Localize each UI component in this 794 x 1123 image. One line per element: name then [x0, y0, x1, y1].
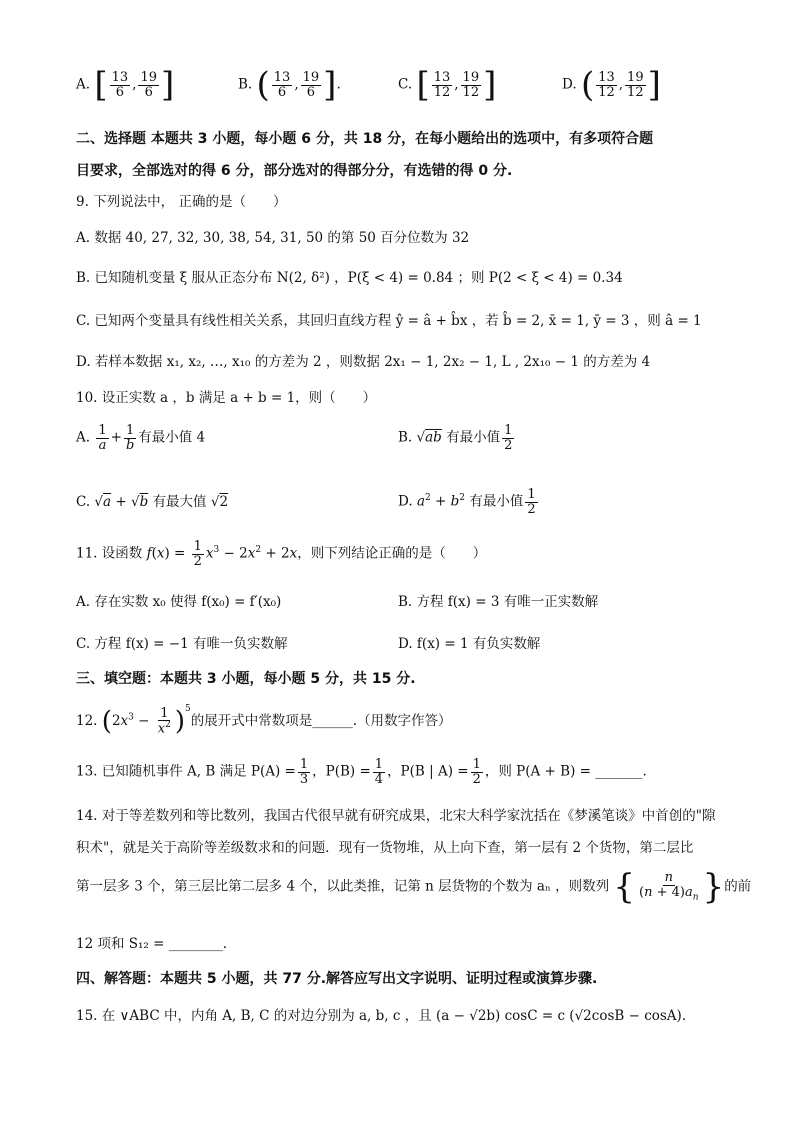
fraction: $\frac{13}{12}$	[433, 69, 451, 100]
option-label: A.	[76, 76, 91, 93]
fraction: $\frac{1}{2}$	[527, 487, 536, 517]
q11-option-a: A. 存在实数 x₀ 使得 f(x₀) = f′(x₀)	[76, 594, 282, 610]
q9-stem: 9. 下列说法中， 正确的是（ ）	[76, 194, 287, 210]
section-2-heading-line1: 二、选择题 本题共 3 小题，每小题 6 分，共 18 分，在每小题给出的选项中，有多项符合题	[76, 131, 654, 147]
option-label: A.	[76, 429, 91, 446]
text-part: 13. 已知随机事件 A, B 满足 P(A) =	[76, 763, 296, 780]
fraction: $\frac{19}{6}$	[302, 69, 320, 100]
q14-line2: 积术"，就是关于高阶等差级数求和的问题．现有一货物堆，从上向下查，第一层有 2 个货物，第二层比	[76, 840, 694, 856]
bracket: ]	[323, 65, 337, 105]
q8-option-a: A. [ $\frac{13}{6}$ , $\frac{19}{6}$ ]	[76, 65, 175, 105]
text-part: ，P(B) =	[312, 763, 371, 780]
option-text: 有最大值	[152, 494, 207, 510]
option-label: D.	[562, 76, 577, 93]
fraction: $\frac{19}{12}$	[627, 69, 644, 100]
option-label: B.	[398, 429, 413, 446]
q15: 15. 在 ∨ABC 中，内角 A, B, C 的对边分别为 a, b, c ，且 (a − √2b) cosC = c (√2cosB − cosA).	[76, 1008, 687, 1024]
q11-option-c: C. 方程 f(x) = −1 有唯一负实数解	[76, 636, 288, 652]
option-text: 有最小值	[469, 493, 524, 510]
q9-option-d: D. 若样本数据 x₁, x₂, …, x₁₀ 的方差为 2 ，则数据 2x₁ − 1, 2x₂ − 1, L , 2x₁₀ − 1 的方差为 4	[76, 354, 651, 370]
fraction: $\frac{13}{6}$	[111, 69, 129, 100]
question-text: 的展开式中常数项是______.（用数字作答）	[190, 713, 452, 729]
text-part: ，则 P(A + B) = _______.	[484, 763, 647, 780]
fraction: $\frac{1}{a}$	[98, 423, 107, 453]
text-part: 的前	[724, 878, 752, 895]
fraction: $\frac{1}{2}$	[472, 757, 481, 787]
fraction: $\frac{19}{6}$	[140, 69, 157, 100]
bracket: (	[580, 65, 595, 105]
q10-option-a: A. $\frac{1}{a}$ + $\frac{1}{b}$ 有最小值 4	[76, 423, 206, 453]
option-label: C.	[398, 76, 413, 93]
text-part: 第一层多 3 个，第三层比第二层多 4 个，以此类推，记第 n 层货物的个数为 aₙ ，则数列	[76, 878, 610, 895]
section-2-heading-line2: 目要求，全部选对的得 6 分，部分选对的得部分分，有选错的得 0 分.	[76, 163, 513, 179]
option-label: C.	[76, 494, 91, 510]
option-text: 有最小值	[446, 429, 501, 446]
q11-option-b: B. 方程 f(x) = 3 有唯一正实数解	[398, 594, 599, 610]
fraction: $\frac{1}{4}$	[374, 757, 384, 787]
fraction: $\frac{1}{2}$	[504, 423, 513, 453]
brace: }	[702, 867, 725, 907]
q8-option-b: B. ( $\frac{13}{6}$ , $\frac{19}{6}$ ].	[238, 65, 341, 105]
q8-option-d: D. ( $\frac{13}{12}$ , $\frac{19}{12}$ ]	[562, 65, 661, 105]
q13	[76, 758, 647, 786]
fraction: $\frac{13}{12}$	[598, 69, 615, 100]
punct: .	[336, 76, 341, 93]
bracket: [	[94, 65, 108, 105]
q10-option-d: D. $a^2 + b^2$ 有最小值 $\frac{1}{2}$	[398, 487, 536, 517]
q14-line4: 12 项和 S₁₂ = ________.	[76, 936, 228, 952]
bracket: ]	[161, 65, 175, 105]
section-3-heading: 三、填空题：本题共 3 小题，每小题 5 分，共 15 分.	[76, 671, 416, 687]
paren: (	[101, 706, 112, 737]
fraction: $\frac{19}{12}$	[462, 69, 480, 100]
q10-stem: 10. 设正实数 a ，b 满足 a + b = 1，则（ ）	[76, 390, 377, 406]
q10-option-c: C. √a + √b 有最大值 √2	[76, 494, 229, 510]
q9-option-c: C. 已知两个变量具有线性相关关系，其回归直线方程 ŷ = â + b̂x ，若 b̂ = 2, x̄ = 1, ȳ = 3 ，则 â = 1	[76, 313, 702, 329]
fraction: $\frac{13}{6}$	[273, 69, 291, 100]
stem-prefix: 11. 设函数	[76, 545, 143, 562]
section-4-heading: 四、解答题：本题共 5 小题，共 77 分.解答应写出文字说明、证明过程或演算步骤.	[76, 971, 598, 987]
q10-option-b: B. √ab 有最小值 $\frac{1}{2}$	[398, 423, 513, 453]
text-part: ，P(B | A) =	[387, 763, 469, 780]
q14-line1: 14. 对于等差数列和等比数列，我国古代很早就有研究成果，北宋大科学家沈括在《梦溪笔谈》中首创的"隙	[76, 808, 716, 824]
fraction: $\frac{1}{x^2}$	[157, 705, 171, 737]
q11-option-d: D. f(x) = 1 有负实数解	[398, 636, 541, 652]
bracket: [	[416, 65, 430, 105]
question-number: 12.	[76, 713, 98, 729]
fraction: $\frac{n}{(n + 4)a_n}$	[639, 870, 699, 903]
brace: {	[613, 867, 636, 907]
option-label: D.	[398, 493, 413, 510]
q8-option-c: C. [ $\frac{13}{12}$ , $\frac{19}{12}$ ]	[398, 65, 497, 105]
option-label: B.	[238, 76, 253, 93]
fraction: $\frac{1}{b}$	[125, 423, 135, 453]
q14-line3	[76, 867, 752, 907]
bracket: ]	[647, 65, 661, 105]
fraction: $\frac{1}{2}$	[193, 539, 202, 569]
q9-option-b: B. 已知随机变量 ξ 服从正态分布 N(2, δ²) ，P(ξ < 4) = 0.84 ；则 P(2 < ξ < 4) = 0.34	[76, 270, 623, 286]
q9-option-a: A. 数据 40, 27, 32, 30, 38, 54, 31, 50 的第 50 百分位数为 32	[76, 230, 470, 246]
fraction: $\frac{1}{3}$	[299, 757, 309, 787]
bracket: ]	[483, 65, 497, 105]
bracket: (	[256, 65, 270, 105]
q12: 12. ($2x^3$ − $\frac{1}{x^2}$ )$^5$的展开式中常数项是______.（用数字作答）	[76, 704, 452, 737]
stem-suffix: ，则下列结论正确的是（ ）	[297, 545, 487, 562]
paren: )	[174, 706, 186, 737]
option-text: 有最小值 4	[138, 429, 206, 446]
q11-stem: 11. 设函数 f(x) = $\frac{1}{2}$ $x^3 - 2x^2 + 2x$，则下列结论正确的是（ ）	[76, 539, 487, 569]
